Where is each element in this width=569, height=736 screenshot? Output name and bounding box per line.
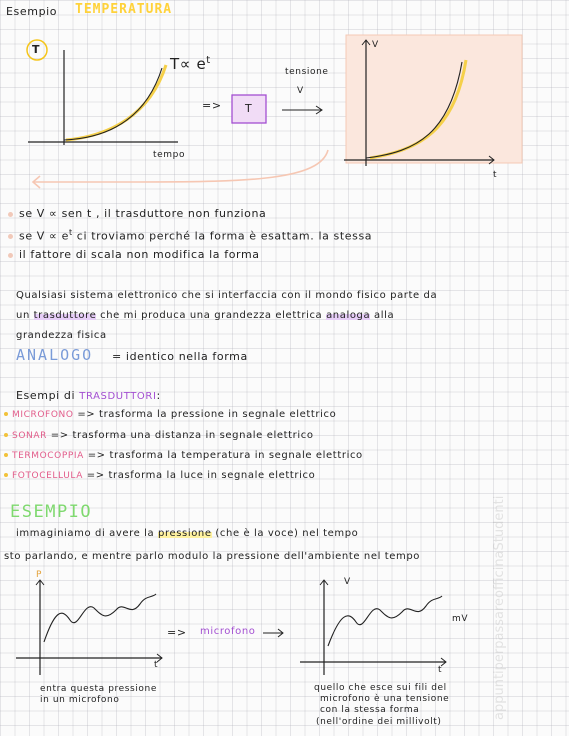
- x-axis-label-tempo: tempo: [153, 150, 186, 160]
- bullet-dot: [8, 234, 13, 239]
- caption-right-3: con la stessa forma: [320, 705, 420, 715]
- examples-heading: Esempi di TRASDUTTORI:: [16, 389, 161, 402]
- voltage-wave: [328, 596, 442, 646]
- bullet-item: se V ∝ sen t , il trasduttore non funziona: [8, 207, 266, 220]
- right-x-label: t: [493, 170, 498, 180]
- paragraph-line1: Qualsiasi sistema elettronico che si interfaccia con il mondo fisico parte da: [16, 290, 438, 301]
- tension-label: tensione: [285, 67, 329, 77]
- esempio-title: ESEMPIO: [10, 502, 93, 522]
- example-item: MICROFONO => trasforma la pressione in segnale elettrico: [4, 409, 336, 420]
- bullet-dot: [8, 253, 13, 258]
- highlight-pressione: pressione: [158, 528, 212, 539]
- caption-left-2: in un microfono: [40, 695, 120, 705]
- curve-formula: $T\propto e^t$: [170, 55, 211, 73]
- paragraph-line3: grandezza fisica: [16, 330, 107, 341]
- mv-label: mV: [452, 614, 469, 624]
- pressure-wave: [44, 594, 156, 642]
- esempio-line1: immaginiamo di avere la pressione (che è la voce) nel tempo: [16, 528, 359, 539]
- box-label: T: [245, 102, 253, 115]
- v-axis-label: V: [344, 577, 351, 587]
- left-curve-yellow: [66, 65, 166, 140]
- example-item: FOTOCELLULA => trasforma la luce in segnale elettrico: [4, 470, 315, 481]
- right-y-label: V: [372, 40, 379, 50]
- right-panel: [346, 35, 522, 163]
- right-t-label: t: [438, 665, 443, 675]
- v-label: V: [297, 86, 304, 96]
- analogo-word: ANALOGO: [16, 346, 94, 364]
- caption-right-1: quello che esce sui fili del: [314, 683, 447, 693]
- arrow2-symbol: =>: [167, 626, 187, 639]
- example-item: SONAR => trasforma una distanza in segnale elettrico: [4, 430, 314, 441]
- page-title: TEMPERATURA: [75, 2, 173, 17]
- bullet-item: il fattore di scala non modifica la forma: [8, 248, 260, 261]
- highlight-analoga: analoga: [326, 310, 371, 321]
- p-axis-label: P: [36, 570, 43, 580]
- watermark: appuntiperpassareofficinaStudenti: [492, 495, 507, 720]
- bullet-item: se $V \propto e^t$ ci troviamo perché la forma è esattam. la stessa: [8, 228, 372, 243]
- highlight-trasduttore: trasduttore: [33, 310, 97, 321]
- pressure-diagram: [0, 570, 569, 680]
- bullet-dot: [8, 212, 13, 217]
- caption-left-1: entra questa pressione: [40, 684, 157, 694]
- caption-right-2: microfono è una tensione: [320, 694, 450, 704]
- paragraph-line2: un trasduttore che mi produca una grandezza elettrica analoga alla: [16, 310, 395, 321]
- left-t-label: t: [154, 660, 159, 670]
- arrow-symbol: =>: [202, 99, 222, 112]
- temperature-diagram: [0, 30, 569, 200]
- microfono-label: microfono: [200, 626, 256, 637]
- caption-right-4: (nell'ordine dei millivolt): [316, 717, 442, 727]
- esempio-label: Esempio: [6, 5, 58, 18]
- example-item: TERMOCOPPIA => trasforma la temperatura in segnale elettrico: [4, 450, 363, 461]
- circle-label: T: [32, 43, 41, 56]
- analogo-definition: = identico nella forma: [112, 350, 248, 363]
- esempio-line2: sto parlando, e mentre parlo modulo la pressione dell'ambiente nel tempo: [4, 551, 421, 562]
